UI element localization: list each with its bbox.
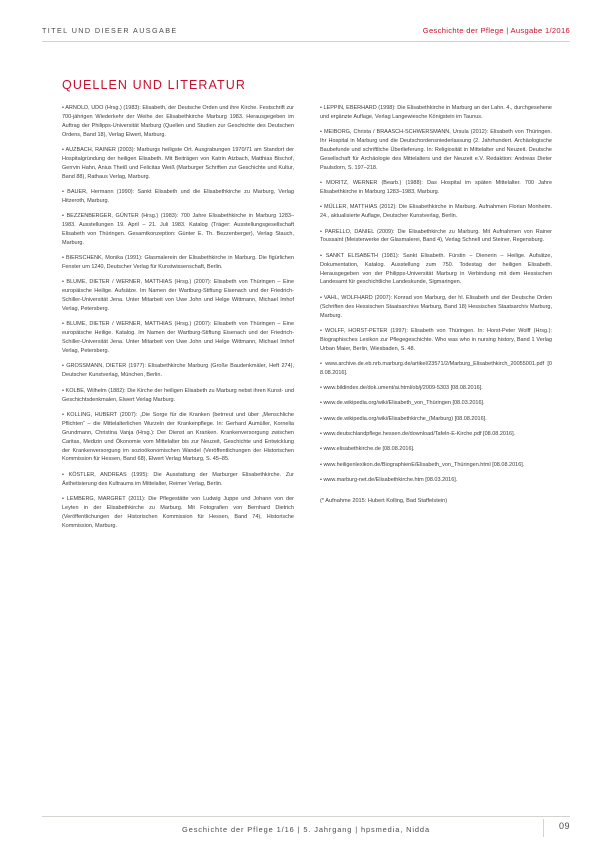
bibliography-entry: • KOLLING, HUBERT (2007): „Die Sorge für die Kranken (betrreut und über „Menschliche Pflichten“ – die Mittelalterlichen Wurzeln der Krankenpflege. In: Gerhard Aumüller, Kornelia Grundmann, Christina Vanja (Hrsg.): Der Dienst an Kranken. Krankenversorgung zwischen Caritas, Medizin und Ökonomie vom Mittelalter bis zur Neuzeit, Geschichte und Entwicklung der Krankenversorgung im sozioökonomischen Wandel (Veröffentlichungen der Historischen Kommission für Hessen, Band 68), Elwert Verlag Marburg, S. 45–85.: [62, 411, 294, 463]
page-number: 09: [558, 821, 570, 831]
footer-citation: Geschichte der Pflege 1/16 | 5. Jahrgang | hpsmedia, Nidda: [182, 824, 430, 834]
footer-pageno-separator: [543, 819, 544, 837]
bibliography-entry: • ARNOLD, UDO (Hrsg.) (1983): Elisabeth, der Deutsche Orden und ihre Kirche. Festschrift zur 700-jährigen Wiederkehr der Weihe der Elisabethkirche Marburg 1983. Herausgegeben im Auftrag der Philipps-Universität Marburg (Quellen und Studien zur Geschichte des Deutschen Ordens, Band 18), Verlag Elwert, Marburg.: [62, 105, 294, 138]
bibliography-entry: • MORITZ, WERNER (Bearb.) (1988): Das Hospital im späten Mittelalter. 700 Jahre Elisabethkirche in Marburg 1283–1983, Marburg.: [320, 180, 552, 196]
page-title: QUELLEN UND LITERATUR: [62, 78, 247, 92]
bibliography-entry: • MÜLLER, MATTHIAS (2012): Die Elisabethkirche in Marburg. Aufnahmen Florian Monheim. 24., aktualisierte Auflage, Deutscher Kunstverlag, Berlin.: [320, 204, 552, 220]
bibliography-entry: • MEIBORG, Christa / BRAASCH-SCHWERSMANN, Ursula (2012): Elisabeth von Thüringen. Ihr Hospital in Marburg und die Deutschordensniederlassung (2. Jahrhundert. Archäologische Baubefunde und schriftliche Überlieferung. In: Religiosität in Mittelalter und Neuzeit. Deutsche Gesellschaft für Archäologie des Mittelalters und der Neuzeit e.V. Redaktion: Andreas Dieter Paulsdorn, S. 197–218.: [320, 129, 552, 171]
bibliography-entry: • GROSSMANN, DIETER (1977): Elisabethkirche Marburg (Große Baudenkmäler, Heft 274), Deutscher Kunstverlag, München, Berlin.: [62, 363, 294, 379]
header-journal-issue: Geschichte der Pflege | Ausgabe 1/2016: [422, 26, 570, 35]
bibliography-entry: • BEZZENBERGER, GÜNTER (Hrsg.) (1983): 700 Jahre Elisabethkirche in Marburg 1283–1983. Ausstellungen 19. April – 21. Juli 1983. Katalog (Träger: Ausstellungsgesellschaft Elisabeth von Thüringen. Gesamtkonzeption: Günter E. Th. Bezzenberger), Verlag Stauch, Marburg.: [62, 213, 294, 246]
bibliography-entry: • AUZBACH, RAINER (2003): Marburgs heiligste Ort. Ausgrabungen 1970/71 am Standort der Hospitalgründung der heiligen Elisabeth. Mit Beiträgen von Katrin Atzbach, Matthias Bischof, Gerrvin Hahn, Anius Theiß und Felicitas Weiß (Marburger Schriften zur Geschichte und Kultur, Band 88), Rathaus Verlag, Marburg.: [62, 147, 294, 180]
footer-divider-line: [42, 816, 570, 817]
bibliography-columns: [62, 104, 552, 794]
bibliography-entry-url[interactable]: • www.heiligenlexikon.de/BiographienE/Elisabeth_von_Thüringen.html [08.08.2016].: [320, 461, 525, 468]
page-footer: [42, 821, 570, 837]
bibliography-entry: • WOLFF, HORST-PETER (1997): Elisabeth von Thüringen. In: Horst-Peter Wolff (Hrsg.): Biographisches Lexikon zur Pflegegeschichte. Who was who in nursing history, Band 1 Verlag Urban Maier, Berlin, Wiesbaden, S. 48.: [320, 327, 552, 352]
bibliography-entry: • BLUME, DIETER / WERNER, MATTHIAS (Hrsg.) (2007): Elisabeth von Thüringen – Eine europäische Heilige. Aufsätze. Im Namen der Wartburg-Stiftung Eisenach und der Friedrich-Schiller-Universität Jena. Unter Mitarbeit von Uwe John und Helge Wittmann, Michael Imhof Verlag, Petersberg.: [62, 279, 294, 313]
bibliography-entry: • KOLBE, Wilhelm (1882): Die Kirche der heiligen Elisabeth zu Marburg nebst ihren Kunst- und Geschichtsdenkmalen, Elwert Verlag Marburg.: [62, 387, 294, 403]
bibliography-column-left: [62, 104, 294, 794]
bibliography-entry: • PARELLO, DANIEL (2009): Die Elisabethkirche zu Marburg. Mit Aufnahmen von Rainer Toussaint (Meisterwerke der Glasmalerei, Band 4), Verlag Schnell und Steiner, Regensburg.: [320, 228, 552, 244]
bibliography-entry: • LEMBERG, MARGRET (2011): Die Pflegestätte von Ludwig Juppe und Johann von der Leyten in der Elisabethkirche zu Marburg. Mit Fotografien von Bernhard Dietrich (Veröffentlichungen der Historischen Kommission für Hessen, Band 74), Historische Kommission, Marburg.: [62, 495, 294, 529]
header-issue-title: TITEL UND DIESER AUSGABE: [42, 26, 178, 35]
bibliography-entry: • BIERSCHENK, Monika (1991): Glasmalerein der Elisabethkirche in Marburg. Die figürlichen Fenster um 1240, Deutscher Verlag für Kunstwissenschaft, Berlin.: [62, 255, 294, 271]
bibliography-entry: • LEPPIN, EBERHARD (1998): Die Elisabethkirche in Marburg an der Lahn. 4., durchgesehene und ergänzte Auflage, Verlag Langewiesche Königstein im Taunus.: [320, 105, 552, 120]
bibliography-entry-url[interactable]: • www.bildindex.de/dok.ument/ai.html/ob/j/2009-5303 [08.08.2016].: [320, 385, 483, 392]
bibliography-entry: • BAUER, Hermann (1990): Sankt Elisabeth und die Elisabethkirche zu Marburg, Verlag Hitzeroth, Marburg.: [62, 189, 294, 204]
bibliography-entry-url[interactable]: • www.archive.de.eb.nrb.marburg.de/artikel/23571/2/Marburg_Elisabethkirch_20055001.pdf [08.08.2016].: [320, 360, 552, 376]
bibliography-entry: • KÖSTLER, ANDREAS (1995): Die Ausstattung der Marburger Elisabethkirche. Zur Ästhetisierung des Kultraums im Mittelalter, Reimer Verlag, Berlin.: [62, 471, 294, 487]
bibliography-entry-url[interactable]: • www.elisabethkirche.de [08.08.2016].: [320, 446, 415, 453]
bibliography-entry-url[interactable]: • www.marburg-net.de/Elisabethkirche.htm [08.03.2016].: [320, 476, 458, 483]
bibliography-entry-url[interactable]: • www.deutschlandpflege.hessen.de/download/Tafeln-E-Kirche.pdf [08.08.2016].: [320, 431, 516, 438]
bibliography-entry: • BLUME, DIETER / WERNER, MATTHIAS (Hrsg.) (2007): Elisabeth von Thüringen – Eine europäische Heilige. Katalog. Im Namen der Wartburg-Stiftung Eisenach und der Friedrich-Schiller-Universität Jena. Unter Mitarbeit von Uwe John und Helge Wittmann, Michael Imhof Verlag, Petersberg.: [62, 321, 294, 355]
bibliography-entry-url[interactable]: • www.de.wikipedia.org/wiki/Elisabethkirche_(Marburg) [08.08.2016].: [320, 415, 487, 422]
bibliography-column-right: [320, 104, 552, 794]
bibliography-entry: • VAHL, WOLFHARD (2007): Konrad von Marburg, der hl. Elisabeth und der Deutsche Orden (Schriften des Hessischen Staatsarchivs Marburg, Band 18) Hessisches Staatsarchiv Marburg, Marburg.: [320, 294, 552, 319]
photo-credit-note: (* Aufnahme 2015: Hubert Kolling, Bad Staffelstein): [320, 497, 448, 504]
header-divider: [42, 41, 570, 42]
bibliography-entry-url[interactable]: • www.de.wikipedia.org/wiki/Elisabeth_von_Thüringen [08.03.2016].: [320, 400, 485, 407]
bibliography-entry: • SANKT ELISABETH (1981): Sankt Elisabeth. Fürstin – Dienerin – Heilige. Aufsätze, Dokumentation, Katalog. Ausstellung zum 750. Todestag der heiligen Elisabeth. Herausgegeben von der Philipps-Universität Marburg in Verbindung mit dem Hessischen Landesamt für geschichtliche Landeskunde, Sigmaringen.: [320, 252, 552, 286]
